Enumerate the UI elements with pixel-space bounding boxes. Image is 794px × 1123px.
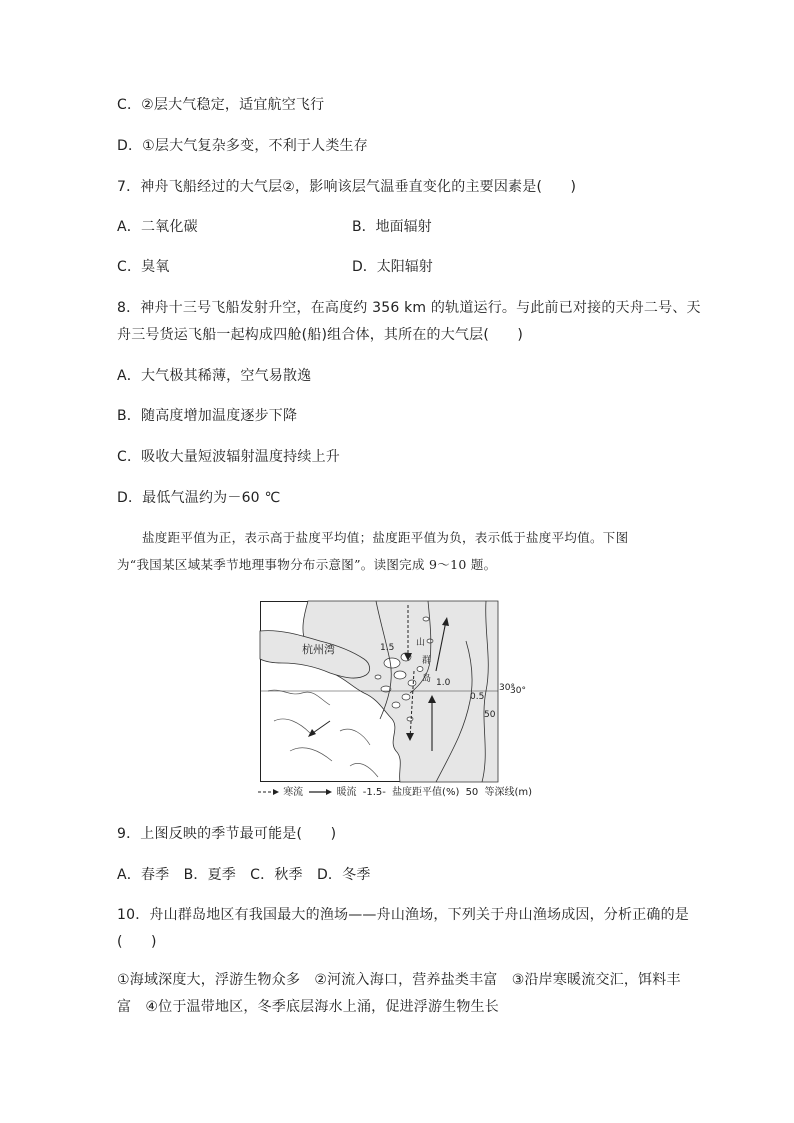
q10-stem-line2: ( ) xyxy=(117,934,157,950)
isoline-10-label: 1.0 xyxy=(436,678,451,688)
island-label-1: 山 xyxy=(416,638,426,648)
legend-depth-sample: 50 xyxy=(465,787,479,798)
q8-option-c: C．吸收大量短波辐射温度持续上升 xyxy=(117,449,340,465)
island-label-3: 岛 xyxy=(422,674,432,684)
q7-stem: 7．神舟飞船经过的大气层②，影响该层气温垂直变化的主要因素是( ) xyxy=(117,179,577,195)
legend-warm-current: 暖流 xyxy=(336,787,357,798)
q8-option-d: D．最低气温约为－60 ℃ xyxy=(117,490,281,506)
q7-option-c: C．臭氧 xyxy=(117,259,170,275)
q7-option-a: A．二氧化碳 xyxy=(117,219,198,235)
latitude-label-outside: 30° xyxy=(499,683,515,693)
intro-line1: 盐度距平值为正，表示高于盐度平均值；盐度距平值为负，表示低于盐度平均值。下图 xyxy=(142,530,629,545)
bay-label: 杭州湾 xyxy=(302,643,335,656)
warm-current-legend-icon xyxy=(309,788,333,796)
q7-option-d: D．太阳辐射 xyxy=(352,259,433,275)
q10-stem-line1: 10．舟山群岛地区有我国最大的渔场——舟山渔场，下列关于舟山渔场成因，分析正确的是 xyxy=(117,907,690,923)
legend-salinity-label: 盐度距平值(%) xyxy=(392,787,460,798)
q8-option-a: A．大气极其稀薄，空气易散逸 xyxy=(117,368,312,384)
q6-option-d: D．①层大气复杂多变，不利于人类生存 xyxy=(117,138,368,154)
legend-salinity-sample: -1.5- xyxy=(362,787,386,798)
intro-line2: 为“我国某区域某季节地理事物分布示意图”。读图完成 9～10 题。 xyxy=(117,557,497,572)
map-legend xyxy=(258,786,535,800)
map-figure xyxy=(260,601,526,782)
q6-option-c: C．②层大气稳定，适宜航空飞行 xyxy=(117,97,325,113)
depth-50-label: 50 xyxy=(484,710,496,720)
isoline-05-label: 0.5 xyxy=(470,692,485,702)
island-label-2: 群 xyxy=(422,656,432,666)
isoline-15-label: 1.5 xyxy=(380,643,395,653)
q8-option-b: B．随高度增加温度逐步下降 xyxy=(117,408,298,424)
legend-cold-current: 寒流 xyxy=(283,787,304,798)
q7-option-b: B．地面辐射 xyxy=(352,219,432,235)
q10-choices-line2: 富 ④位于温带地区，冬季底层海水上涌，促进浮游生物生长 xyxy=(117,999,499,1015)
q8-stem-line1: 8．神舟十三号飞船发射升空，在高度约 356 km 的轨道运行。与此前已对接的天舟二号、天 xyxy=(117,300,701,316)
legend-depth-label: 等深线(m) xyxy=(484,787,533,798)
q9-options: A．春季 B．夏季 C．秋季 D．冬季 xyxy=(117,867,371,883)
cold-current-legend-icon xyxy=(258,788,280,796)
q8-stem-line2: 舟三号货运飞船一起构成四舱(船)组合体，其所在的大气层( ) xyxy=(117,327,524,343)
q9-stem: 9．上图反映的季节最可能是( ) xyxy=(117,826,337,842)
q10-choices-line1: ①海域深度大，浮游生物众多 ②河流入海口，营养盐类丰富 ③沿岸寒暖流交汇，饵料丰 xyxy=(117,972,681,988)
latitude-label: 30° xyxy=(510,686,526,696)
